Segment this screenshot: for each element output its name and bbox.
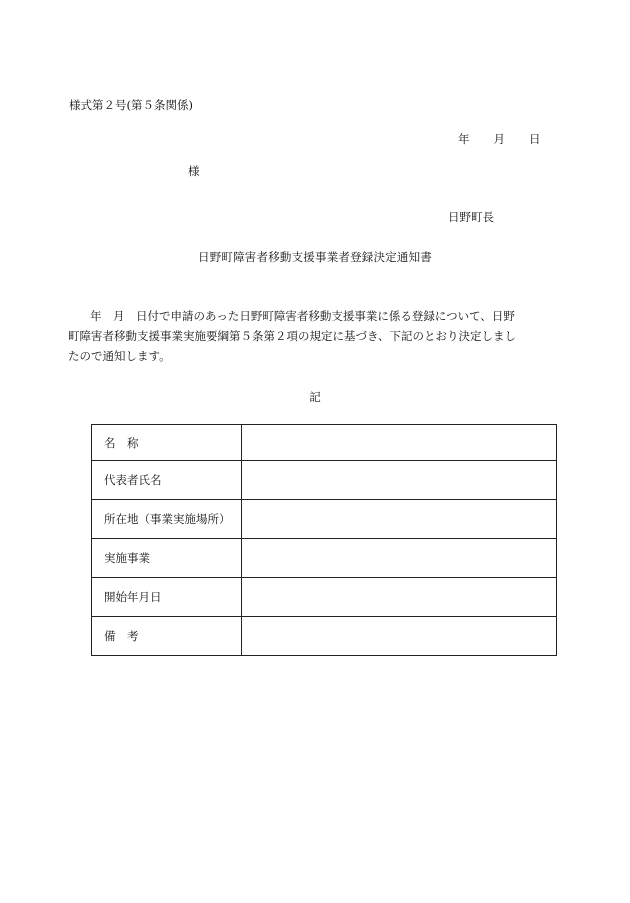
row-label-service: 実施事業 [92,539,242,578]
row-value-remarks[interactable] [242,617,557,656]
body-line-3: たので通知します。 [68,349,171,363]
row-label-address: 所在地（事業実施場所） [92,500,242,539]
table-row [92,425,557,461]
date-line [458,131,541,147]
issuer-name: 日野町長 [448,210,494,224]
date-year-label: 年 [458,132,470,146]
form-number: 様式第２号(第５条関係) [69,98,193,112]
table-row [92,578,557,617]
row-value-representative[interactable] [242,461,557,500]
detail-table [91,424,557,656]
date-day-label: 日 [529,132,541,146]
row-value-name[interactable] [242,425,557,461]
document-title: 日野町障害者移動支援事業者登録決定通知書 [198,250,432,264]
addressee-suffix: 様 [188,164,200,178]
body-line-2: 町障害者移動支援事業実施要綱第５条第２項の規定に基づき、下記のとおり決定しまし [68,329,517,343]
row-label-name: 名 称 [92,425,242,461]
row-label-remarks: 備 考 [92,617,242,656]
table-row [92,617,557,656]
ki-heading: 記 [309,390,321,404]
row-value-service[interactable] [242,539,557,578]
row-label-representative: 代表者氏名 [92,461,242,500]
table-row [92,539,557,578]
table-row [92,500,557,539]
table-row [92,461,557,500]
body-line-1: 年 月 日付で申請のあった日野町障害者移動支援事業に係る登録について、日野 [90,309,515,323]
row-value-start-date[interactable] [242,578,557,617]
row-label-start-date: 開始年月日 [92,578,242,617]
date-month-label: 月 [493,132,505,146]
row-value-address[interactable] [242,500,557,539]
body-paragraph [68,306,562,366]
